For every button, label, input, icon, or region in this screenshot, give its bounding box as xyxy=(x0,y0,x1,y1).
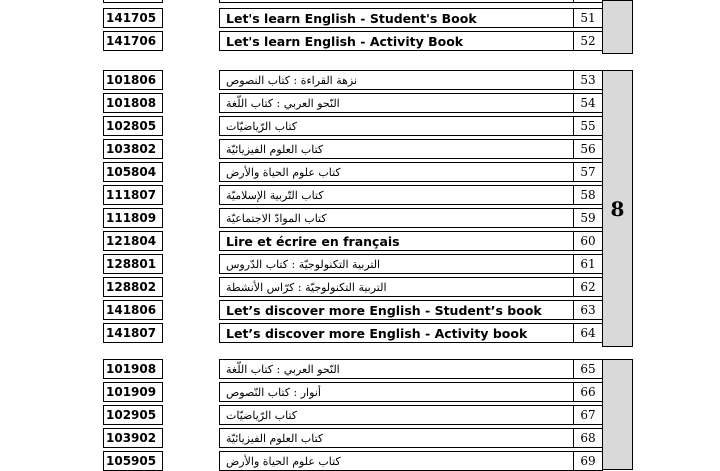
book-code: 103902 xyxy=(103,428,163,448)
table-row xyxy=(0,277,720,297)
row-number: 51 xyxy=(573,8,603,28)
book-code: 121804 xyxy=(103,231,163,251)
table-row xyxy=(0,162,720,182)
row-number: 61 xyxy=(573,254,603,274)
book-title: Let's learn English - Activity Book xyxy=(219,31,574,51)
table-row xyxy=(0,8,720,28)
book-title: كتاب الرّياضيّات xyxy=(219,116,574,136)
book-code: 141806 xyxy=(103,300,163,320)
book-title: النّحو العربي : كتاب اللّغة xyxy=(219,93,574,113)
row-number: 53 xyxy=(573,70,603,90)
row-number: 54 xyxy=(573,93,603,113)
book-code: 111807 xyxy=(103,185,163,205)
book-title: كتاب الموادّ الاجتماعيّة xyxy=(219,208,574,228)
table-row xyxy=(0,139,720,159)
table-row xyxy=(0,116,720,136)
row-number: 60 xyxy=(573,231,603,251)
book-code: 141807 xyxy=(103,323,163,343)
row-number: 63 xyxy=(573,300,603,320)
book-title: كتاب علوم الحياة والأرض xyxy=(219,162,574,182)
book-code: 128802 xyxy=(103,277,163,297)
table-row xyxy=(0,382,720,402)
book-title: نزهة القراءة : كتاب النصوص xyxy=(219,70,574,90)
row-number: 55 xyxy=(573,116,603,136)
row-number: 64 xyxy=(573,323,603,343)
row-number: 58 xyxy=(573,185,603,205)
book-code: 102805 xyxy=(103,116,163,136)
book-title: النّحو العربي : كتاب اللّغة xyxy=(219,359,574,379)
row-number: 52 xyxy=(573,31,603,51)
book-code: 141706 xyxy=(103,31,163,51)
book-title: Let’s discover more English - Activity book xyxy=(219,323,574,343)
row-number: 68 xyxy=(573,428,603,448)
book-code: 101908 xyxy=(103,359,163,379)
table-row xyxy=(0,323,720,343)
book-title: كتاب التّربية الإسلاميّة xyxy=(219,185,574,205)
book-title: أنوار : كتاب النّصوص xyxy=(219,382,574,402)
book-title: Let’s discover more English - Student’s book xyxy=(219,300,574,320)
table-row xyxy=(0,359,720,379)
book-code: 103802 xyxy=(103,139,163,159)
book-code: 102905 xyxy=(103,405,163,425)
table-row xyxy=(0,405,720,425)
book-title: كتاب علوم الحياة والأرض xyxy=(219,451,574,471)
book-title: Lire et écrire en français xyxy=(219,231,574,251)
table-row xyxy=(0,208,720,228)
book-title: Let's learn English - Student's Book xyxy=(219,8,574,28)
row-number: 67 xyxy=(573,405,603,425)
book-code: 128801 xyxy=(103,254,163,274)
table-row xyxy=(0,93,720,113)
table-row xyxy=(0,70,720,90)
table-row xyxy=(0,300,720,320)
grade-cell: 8 xyxy=(602,70,633,347)
row-number: 59 xyxy=(573,208,603,228)
book-title: كتاب العلوم الفيزيائيّة xyxy=(219,139,574,159)
row-number: 65 xyxy=(573,359,603,379)
table-row xyxy=(0,231,720,251)
clipped-code-cell xyxy=(103,0,163,3)
book-code: 105905 xyxy=(103,451,163,471)
book-code: 101806 xyxy=(103,70,163,90)
row-number: 69 xyxy=(573,451,603,471)
row-number: 66 xyxy=(573,382,603,402)
table-row xyxy=(0,254,720,274)
table-row xyxy=(0,428,720,448)
clipped-title-cell xyxy=(219,0,574,3)
table-row xyxy=(0,31,720,51)
row-number: 56 xyxy=(573,139,603,159)
book-code: 111809 xyxy=(103,208,163,228)
book-code: 141705 xyxy=(103,8,163,28)
table-row xyxy=(0,185,720,205)
book-title: كتاب الرّياضيّات xyxy=(219,405,574,425)
row-number: 57 xyxy=(573,162,603,182)
table-row xyxy=(0,451,720,471)
clipped-num-cell xyxy=(573,0,603,3)
book-code: 101909 xyxy=(103,382,163,402)
book-code: 101808 xyxy=(103,93,163,113)
book-title: التربية التكنولوجيّة : كرّاس الأنشطة xyxy=(219,277,574,297)
book-code: 105804 xyxy=(103,162,163,182)
book-title: كتاب العلوم الفيزيائيّة xyxy=(219,428,574,448)
row-number: 62 xyxy=(573,277,603,297)
book-title: التربية التكنولوجيّة : كتاب الدّروس xyxy=(219,254,574,274)
